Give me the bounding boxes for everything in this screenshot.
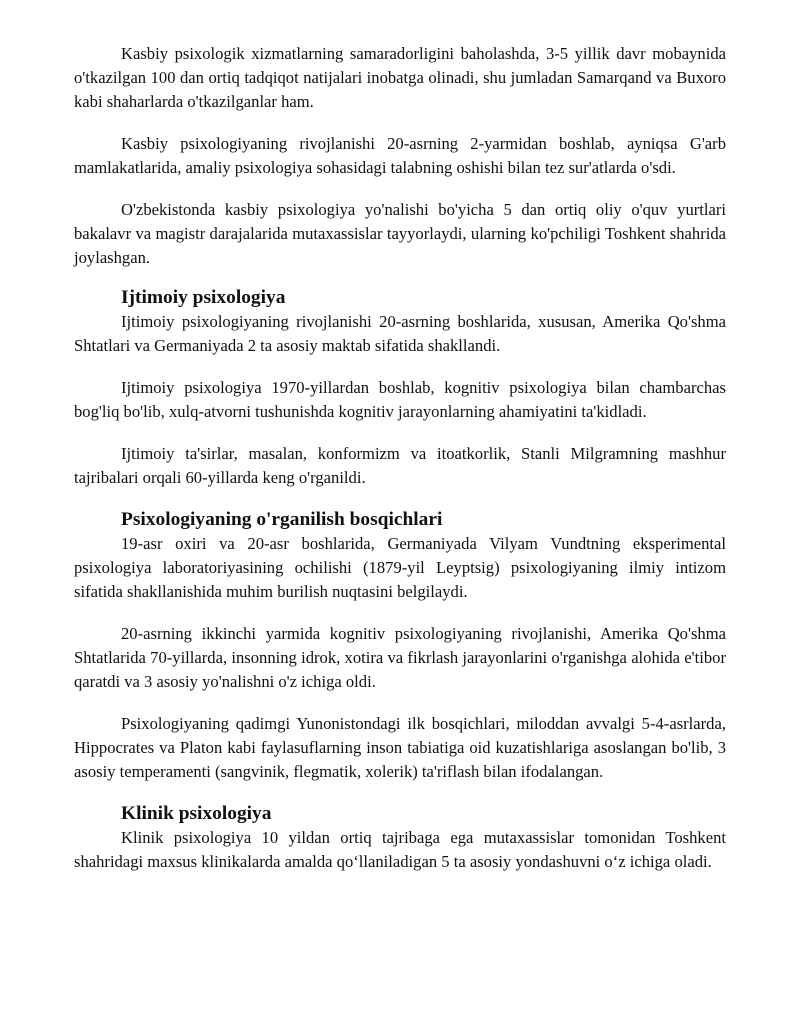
section-heading: Klinik psixologiya [121,803,272,824]
paragraph: Klinik psixologiya 10 yildan ortiq tajribaga ega mutaxassislar tomonidan Toshkent shahridagi maxsus klinikalarda amalda qo‘llaniladigan 5 ta asosiy yondashuvni o‘z ichiga oladi. [74,828,726,871]
paragraph: 20-asrning ikkinchi yarmida kognitiv psixologiyaning rivojlanishi, Amerika Qo'shma Shtatlarida 70-yillarda, insonning idrok, xotira va fikrlash jarayonlarini o'rganishga alohida e'tibor qaratdi va 3 asosiy yo'nalishni o'z ichiga oldi. [74,624,726,691]
paragraph: 19-asr oxiri va 20-asr boshlarida, Germaniyada Vilyam Vundtning eksperimental psixologiya laboratoriyasining ochilishi (1879-yil Leyptsig) psixologiyaning ilmiy intizom sifatida shakllanishida muhim burilish nuqtasini belgilaydi. [74,534,726,601]
paragraph: Ijtimoiy psixologiya 1970-yillardan boshlab, kognitiv psixologiya bilan chambarchas bog'liq bo'lib, xulq-atvorni tushunishda kognitiv jarayonlarning ahamiyatini ta'kidladi. [74,378,726,421]
document-page [74,42,726,874]
section-heading: Ijtimoiy psixologiya [121,287,286,308]
section-heading: Psixologiyaning o'rganilish bosqichlari [121,509,443,530]
paragraph: Ijtimoiy ta'sirlar, masalan, konformizm va itoatkorlik, Stanli Milgramning mashhur tajribalari orqali 60-yillarda keng o'rganildi. [74,444,726,487]
paragraph: Psixologiyaning qadimgi Yunonistondagi ilk bosqichlari, miloddan avvalgi 5-4-asrlarda, Hippocrates va Platon kabi faylasuflarning inson tabiatiga oid kuzatishlariga asoslangan bo'lib, 3 asosiy temperamenti (sangvinik, flegmatik, xolerik) ta'riflash bilan ifodalangan. [74,714,726,781]
paragraph: Kasbiy psixologik xizmatlarning samaradorligini baholashda, 3-5 yillik davr mobaynida o'tkazilgan 100 dan ortiq tadqiqot natijalari inobatga olinadi, shu jumladan Samarqand va Buxoro kabi shaharlarda o'tkazilganlar ham. [74,44,726,111]
paragraph: Ijtimoiy psixologiyaning rivojlanishi 20-asrning boshlarida, xususan, Amerika Qo'shma Shtatlari va Germaniyada 2 ta asosiy maktab sifatida shakllandi. [74,312,726,355]
paragraph: O'zbekistonda kasbiy psixologiya yo'nalishi bo'yicha 5 dan ortiq oliy o'quv yurtlari bakalavr va magistr darajalarida mutaxassislar tayyorlaydi, ularning ko'pchiligi Toshkent shahrida joylashgan. [74,200,726,267]
paragraph: Kasbiy psixologiyaning rivojlanishi 20-asrning 2-yarmidan boshlab, ayniqsa G'arb mamlakatlarida, amaliy psixologiya sohasidagi talabning oshishi bilan tez sur'atlarda o'sdi. [74,134,726,177]
